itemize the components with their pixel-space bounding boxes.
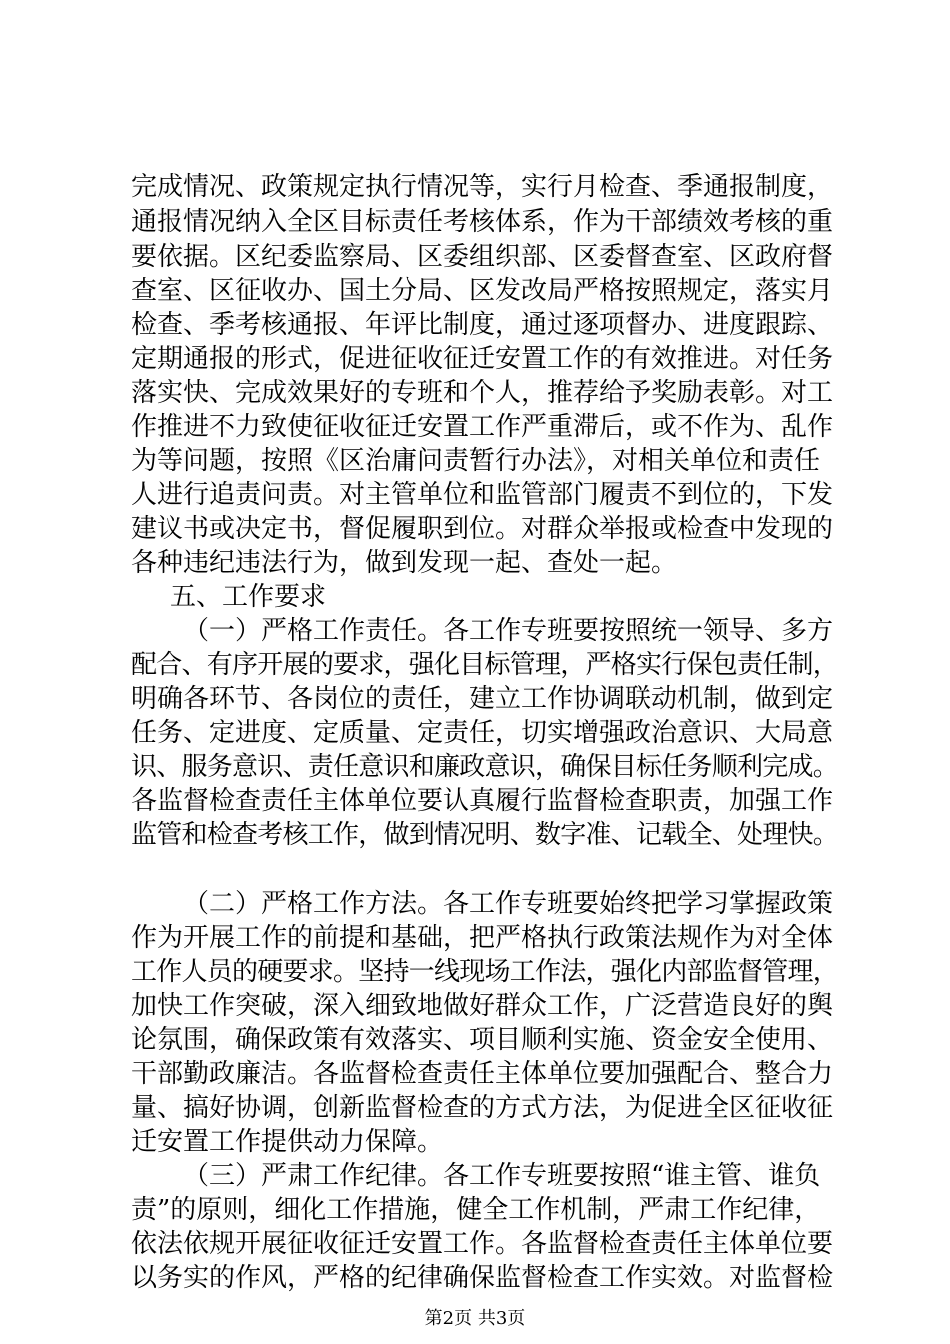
- text-line: 责”的原则，细化工作措施，健全工作机制，严肃工作纪律，: [131, 1195, 821, 1225]
- text-line: 各种违纪违法行为，做到发现一起、查处一起。: [131, 548, 678, 578]
- text-line: 要依据。区纪委监察局、区委组织部、区委督查室、区政府督: [131, 242, 834, 272]
- text-line: （二）严格工作方法。各工作专班要始终把学习掌握政策: [183, 889, 834, 919]
- text-line: 完成情况、政策规定执行情况等，实行月检查、季通报制度，: [131, 172, 834, 202]
- text-line: 以务实的作风，严格的纪律确保监督检查工作实效。对监督检: [131, 1263, 834, 1293]
- text-line: 作推进不力致使征收征迁安置工作严重滞后，或不作为、乱作: [131, 412, 834, 442]
- text-line: 依法依规开展征收征迁安置工作。各监督检查责任主体单位要: [131, 1229, 834, 1259]
- text-line: 检查、季考核通报、年评比制度，通过逐项督办、进度跟踪、: [131, 310, 834, 340]
- text-line: 落实快、完成效果好的专班和个人，推荐给予奖励表彰。对工: [131, 378, 834, 408]
- text-line: 人进行追责问责。对主管单位和监管部门履责不到位的，下发: [131, 480, 834, 510]
- text-line: 为等问题，按照《区治庸问责暂行办法》，对相关单位和责任: [131, 446, 821, 476]
- text-line: 查室、区征收办、国土分局、区发改局严格按照规定，落实月: [131, 276, 834, 306]
- text-line: 建议书或决定书，督促履职到位。对群众举报或检查中发现的: [131, 514, 834, 544]
- text-line: 量、搞好协调，创新监督检查的方式方法，为促进全区征收征: [131, 1093, 834, 1123]
- text-line: 识、服务意识、责任意识和廉政意识，确保目标任务顺利完成。: [131, 752, 839, 782]
- text-line: 明确各环节、各岗位的责任，建立工作协调联动机制，做到定: [131, 684, 834, 714]
- text-line: 配合、有序开展的要求，强化目标管理，严格实行保包责任制，: [131, 650, 839, 680]
- text-line: 定期通报的形式，促进征收征迁安置工作的有效推进。对任务: [131, 344, 834, 374]
- text-line: 工作人员的硬要求。坚持一线现场工作法，强化内部监督管理，: [131, 957, 839, 987]
- section-heading: 五、工作要求: [170, 582, 327, 612]
- text-line: 迁安置工作提供动力保障。: [131, 1127, 444, 1157]
- text-line: 加快工作突破，深入细致地做好群众工作，广泛营造良好的舆: [131, 991, 834, 1021]
- text-line: 监管和检查考核工作，做到情况明、数字准、记载全、处理快。: [131, 820, 839, 850]
- text-line: （三）严肃工作纪律。各工作专班要按照“谁主管、谁负: [183, 1161, 821, 1191]
- page-footer: 第2页 共3页: [424, 1308, 526, 1329]
- text-line: 干部勤政廉洁。各监督检查责任主体单位要加强配合、整合力: [131, 1059, 834, 1089]
- text-line: 各监督检查责任主体单位要认真履行监督检查职责，加强工作: [131, 786, 834, 816]
- text-line: 通报情况纳入全区目标责任考核体系，作为干部绩效考核的重: [131, 207, 834, 237]
- text-line: 任务、定进度、定质量、定责任，切实增强政治意识、大局意: [131, 718, 834, 748]
- text-line: （一）严格工作责任。各工作专班要按照统一领导、多方: [183, 616, 834, 646]
- text-line: 作为开展工作的前提和基础，把严格执行政策法规作为对全体: [131, 923, 834, 953]
- text-line: 论氛围，确保政策有效落实、项目顺利实施、资金安全使用、: [131, 1025, 834, 1055]
